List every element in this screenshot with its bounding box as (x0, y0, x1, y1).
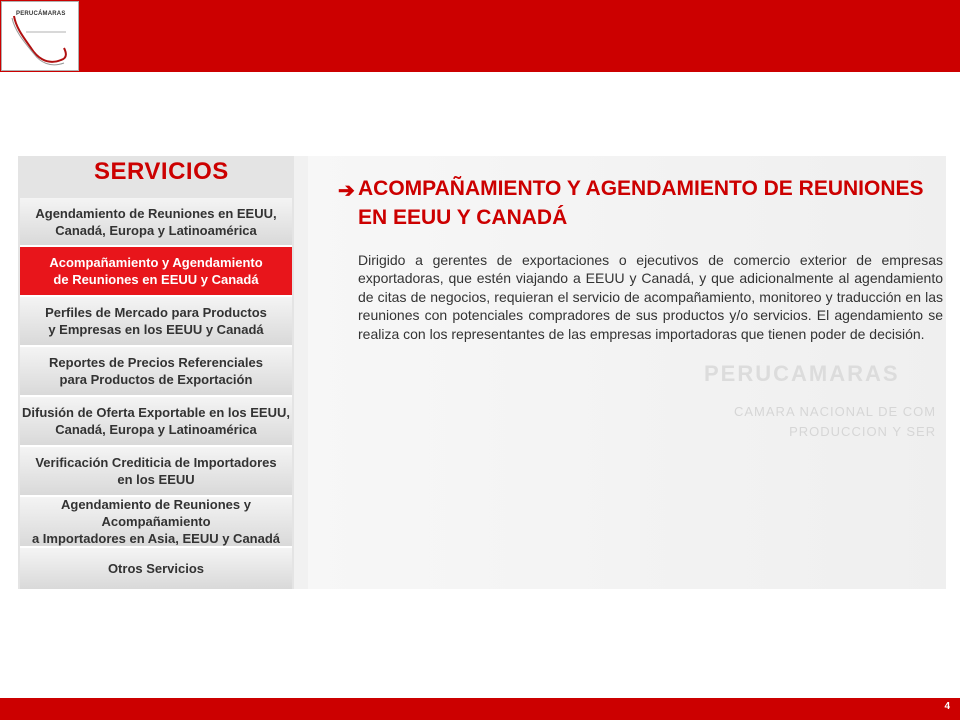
service-description: Dirigido a gerentes de exportaciones o ejecutivos de comercio exterior de empresas exportadoras, que estén viajando a EEUU y Canadá, y que adicionalmente al agendamiento de citas de negocios, requieran el servicio de acompañamiento, monitoreo y traducción en las reuniones con potenciales compradores de sus productos y/o servicios. El agendamiento se realiza con los representantes de las empresas importadoras que tienen poder de decisión. (358, 252, 943, 342)
sidebar-item-label: Perfiles de Mercado para Productos y Empresas en los EEUU y Canadá (45, 305, 267, 337)
sidebar-item-label: Verificación Crediticia de Importadores en los EEUU (35, 455, 277, 487)
sidebar-item-otros-servicios[interactable] (20, 548, 292, 589)
sidebar-item-agendamiento-asia[interactable] (20, 497, 292, 548)
peru-map-icon (6, 8, 76, 68)
sidebar-item-label: Agendamiento de Reuniones y Acompañamiento a Importadores en Asia, EEUU y Canadá (31, 497, 281, 546)
arrow-right-icon: ➔ (338, 180, 355, 202)
sidebar-item-agendamiento-reuniones[interactable] (20, 198, 292, 247)
services-panel (18, 156, 946, 589)
watermark-text: PERUCAMARAS (704, 361, 900, 386)
sidebar-item-difusion-oferta[interactable] (20, 397, 292, 447)
sidebar-item-label: Agendamiento de Reuniones en EEUU, Canadá, Europa y Latinoamérica (35, 205, 277, 238)
sidebar-item-perfiles-mercado[interactable] (20, 297, 292, 347)
sidebar-item-label: Difusión de Oferta Exportable en los EEUU, Canadá, Europa y Latinoamérica (22, 405, 290, 437)
sidebar-item-acompanamiento-active[interactable] (20, 247, 292, 297)
page-number: 4 (944, 701, 950, 712)
header-bar (0, 0, 960, 72)
sidebar-item-label: Acompañamiento y Agendamiento de Reuniones en EEUU y Canadá (49, 255, 263, 287)
logo-text: PERUCÁMARAS (16, 11, 66, 17)
footer-bar (0, 698, 960, 720)
service-title: ACOMPAÑAMIENTO Y AGENDAMIENTO DE REUNIONES EN EEUU Y CANADÁ (358, 177, 924, 229)
sidebar-item-label: Reportes de Precios Referenciales para Productos de Exportación (49, 355, 263, 387)
sidebar-item-label: Otros Servicios (107, 561, 205, 576)
service-detail (308, 156, 946, 589)
sidebar-title: SERVICIOS (94, 158, 229, 185)
watermark-subtext: CAMARA NACIONAL DE COM PRODUCCION Y SER (734, 404, 937, 439)
sidebar-item-verificacion-crediticia[interactable] (20, 447, 292, 497)
sidebar-item-reportes-precios[interactable] (20, 347, 292, 397)
services-sidebar (18, 156, 294, 589)
logo (1, 1, 79, 71)
